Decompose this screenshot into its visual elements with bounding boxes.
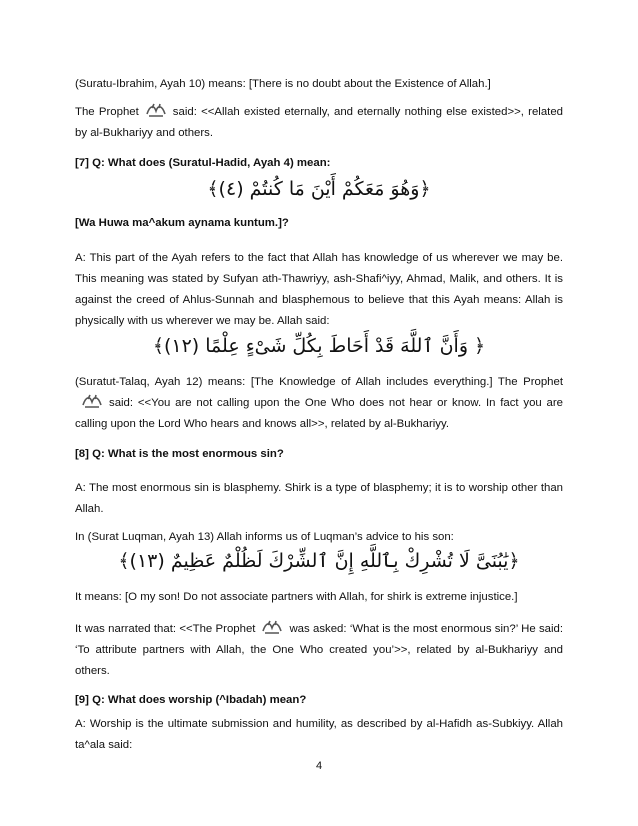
text-hadith-calling: said: <<You are not calling upon the One Who does not hear or know. In fact you are calling upon the Lord Who hears and knows all>>, related by al-Bukhariyy. bbox=[75, 397, 563, 430]
arabic-verse-luqman-13: ﴿يَٰبُنَىَّ لَا تُشْرِكْ بِٱللَّهِ إِنَّ ٱلشِّرْكَ لَظُلْمٌ عَظِيمٌ (١٣)﴾ bbox=[118, 550, 520, 572]
question-8: [8] Q: What is the most enormous sin? bbox=[75, 448, 284, 460]
question-7: [7] Q: What does (Suratul-Hadid, Ayah 4) mean: bbox=[75, 157, 331, 169]
answer-7: A: This part of the Ayah refers to the fact that Allah has knowledge of us wherever we may be. This meaning was stated by Sufyan ath-Thawriyy, ash-Shafi^iyy, Ahmad, Malik, and others. It is against the creed of Ahlus-Sunnah and blasphemous to believe that this Ayah means: Allah is physically with us wherever we may be. Allah said: bbox=[75, 252, 563, 327]
paragraph-enormous-sin-hadith bbox=[75, 619, 563, 682]
pbuh-calligraphy-icon bbox=[81, 393, 103, 409]
paragraph-ibrahim-ayah: (Suratu-Ibrahim, Ayah 10) means: [There is no doubt about the Existence of Allah.] bbox=[75, 78, 491, 90]
transliteration-hadid: [Wa Huwa ma^akum aynama kuntum.]? bbox=[75, 217, 289, 229]
text-narrated: It was narrated that: <<The Prophet bbox=[75, 623, 256, 635]
page-number: 4 bbox=[315, 760, 323, 772]
pbuh-calligraphy-icon bbox=[261, 619, 283, 635]
answer-9: A: Worship is the ultimate submission and humility, as described by al-Hafidh as-Subkiyy. Allah ta^ala said: bbox=[75, 718, 563, 751]
text-hadith-existence: said: <<Allah existed eternally, and eternally nothing else existed>>, related by al-Bukhariyy and others. bbox=[75, 106, 564, 139]
paragraph-prophet-said bbox=[75, 102, 563, 144]
text-hadith-sin: was asked: ‘What is the most enormous sin?’ He said: ‘To attribute partners with Allah, the One Who created you’>>, related by al-Bukhariyy and others. bbox=[75, 623, 564, 677]
question-9: [9] Q: What does worship (^Ibadah) mean? bbox=[75, 694, 307, 706]
pbuh-calligraphy-icon bbox=[145, 102, 167, 118]
text-prophet: The Prophet bbox=[75, 106, 139, 118]
text-talaq-meaning: (Suratut-Talaq, Ayah 12) means: [The Knowledge of Allah includes everything.] The Prophet bbox=[75, 376, 563, 388]
arabic-verse-hadid-4: ﴿وَهُوَ مَعَكُمْ أَيْنَ مَا كُنتُمْ (٤)﴾ bbox=[207, 178, 431, 200]
paragraph-talaq-meaning bbox=[75, 372, 563, 435]
arabic-verse-talaq-12: ﴿ وَأَنَّ ٱللَّهَ قَدْ أَحَاطَ بِكُلِّ شَىْءٍ عِلْمًا (١٢)﴾ bbox=[152, 335, 486, 357]
answer-8: A: The most enormous sin is blasphemy. Shirk is a type of blasphemy; it is to worship other than Allah. bbox=[75, 482, 563, 515]
paragraph-luqman: In (Surat Luqman, Ayah 13) Allah informs us of Luqman’s advice to his son: bbox=[75, 531, 454, 543]
paragraph-luqman-meaning: It means: [O my son! Do not associate partners with Allah, for shirk is extreme injustice.] bbox=[75, 591, 518, 603]
